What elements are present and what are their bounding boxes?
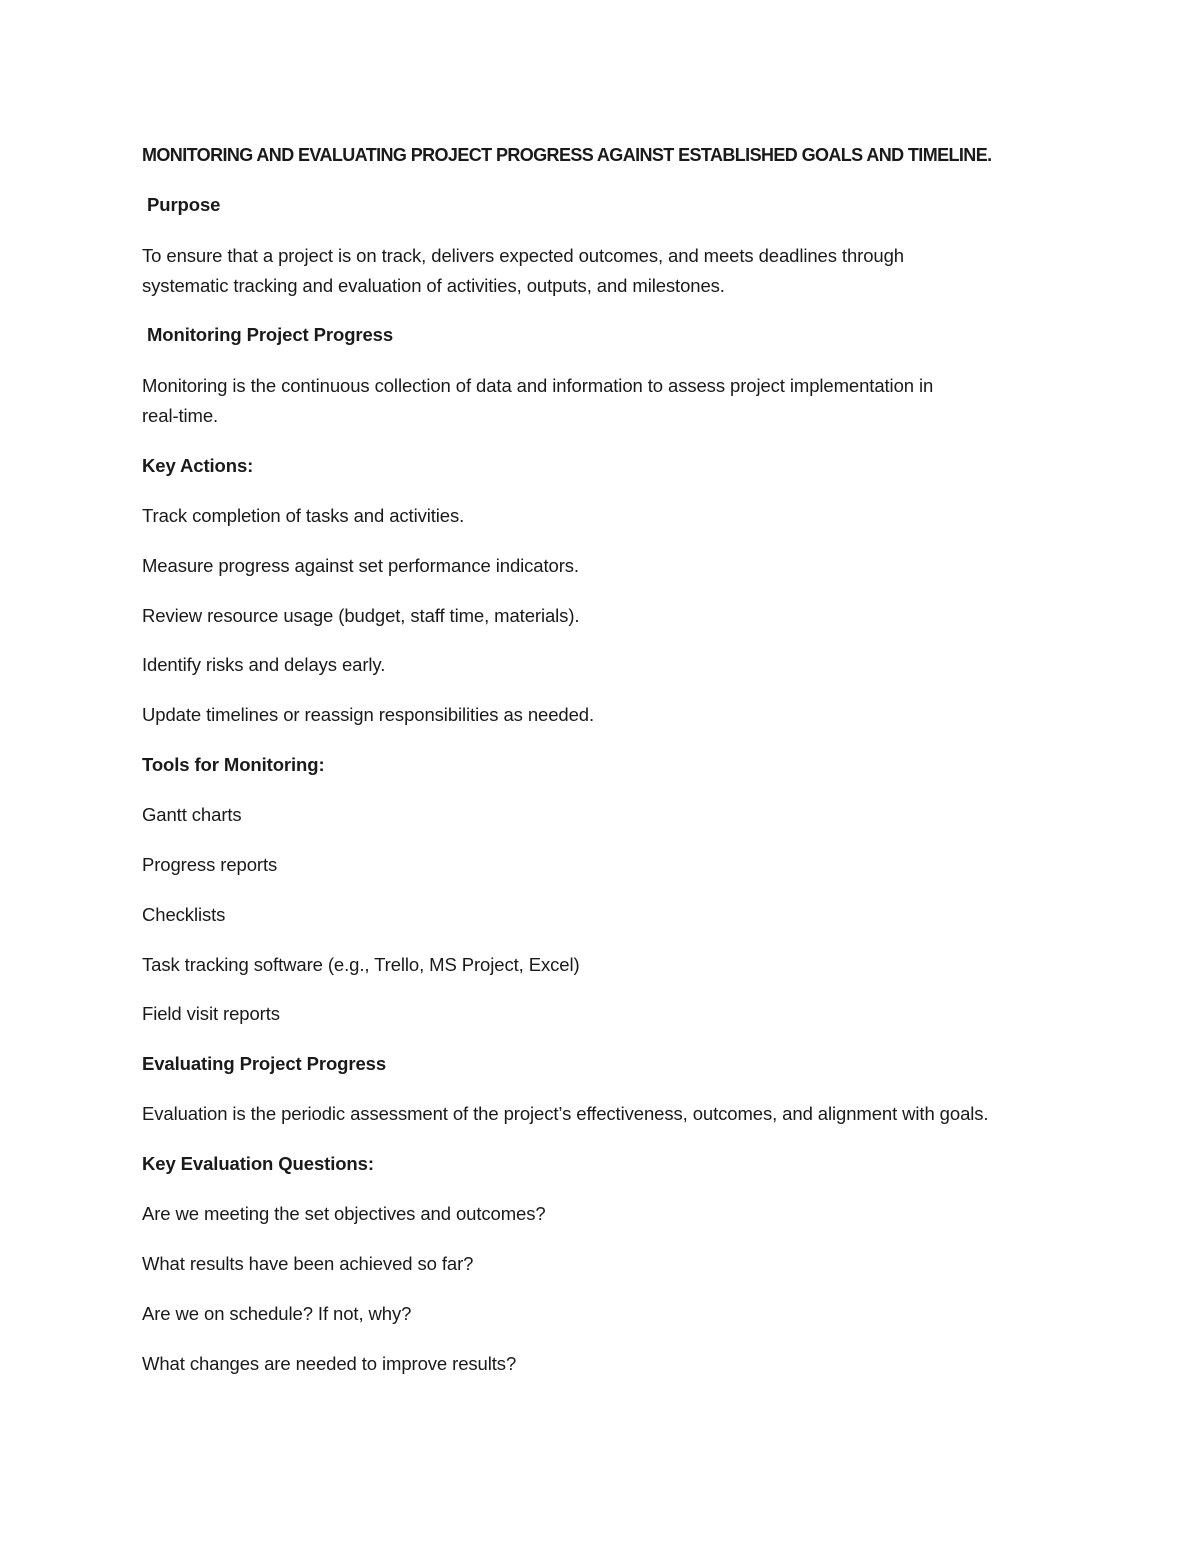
monitoring-text-line-2: real-time.	[142, 405, 219, 426]
question-item: Are we on schedule? If not, why?	[142, 1303, 412, 1324]
purpose-text-line-1: To ensure that a project is on track, delivers expected outcomes, and meets deadlines through	[142, 245, 904, 266]
questions-heading: Key Evaluation Questions:	[142, 1153, 374, 1174]
tool-item: Task tracking software (e.g., Trello, MS Project, Excel)	[142, 954, 580, 975]
evaluating-heading: Evaluating Project Progress	[142, 1053, 387, 1074]
tool-item: Gantt charts	[142, 804, 242, 825]
question-item: What changes are needed to improve results?	[142, 1353, 517, 1374]
purpose-text-line-2: systematic tracking and evaluation of activities, outputs, and milestones.	[142, 275, 725, 296]
tools-heading: Tools for Monitoring:	[142, 754, 325, 775]
purpose-heading: Purpose	[147, 194, 221, 215]
key-action-item: Review resource usage (budget, staff time, materials).	[142, 605, 580, 626]
monitoring-text-line-1: Monitoring is the continuous collection of data and information to assess project implementation in	[142, 375, 934, 396]
key-action-item: Track completion of tasks and activities.	[142, 505, 465, 526]
question-item: Are we meeting the set objectives and outcomes?	[142, 1203, 546, 1224]
evaluating-text: Evaluation is the periodic assessment of the project’s effectiveness, outcomes, and alignment with goals.	[142, 1103, 989, 1124]
key-action-item: Measure progress against set performance indicators.	[142, 555, 579, 576]
key-actions-heading: Key Actions:	[142, 455, 254, 476]
tool-item: Field visit reports	[142, 1003, 280, 1024]
key-action-item: Identify risks and delays early.	[142, 654, 386, 675]
monitoring-heading: Monitoring Project Progress	[147, 324, 394, 345]
key-action-item: Update timelines or reassign responsibilities as needed.	[142, 704, 595, 725]
tool-item: Checklists	[142, 904, 226, 925]
document-title: MONITORING AND EVALUATING PROJECT PROGRESS AGAINST ESTABLISHED GOALS AND TIMELINE.	[142, 145, 992, 165]
question-item: What results have been achieved so far?	[142, 1253, 474, 1274]
tool-item: Progress reports	[142, 854, 278, 875]
